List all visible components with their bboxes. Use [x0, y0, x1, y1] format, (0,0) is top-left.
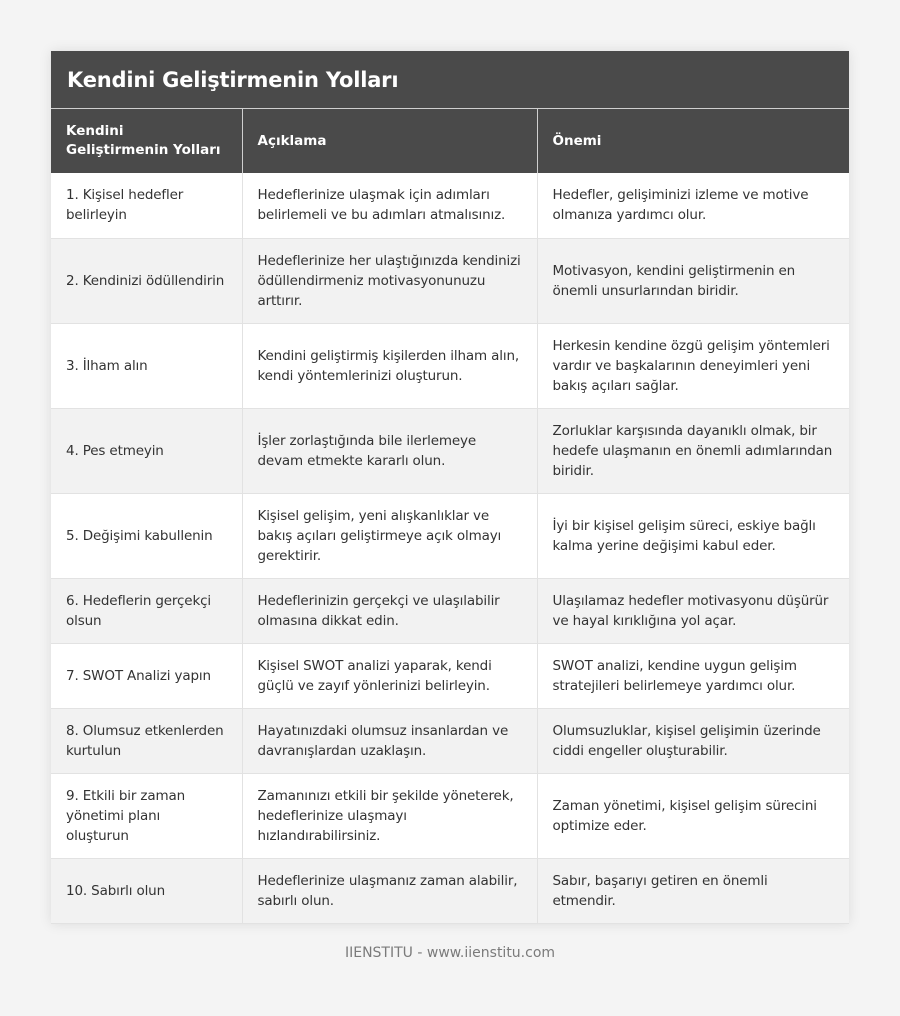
header-row — [51, 109, 849, 173]
table-row — [51, 408, 849, 493]
table-row — [51, 708, 849, 773]
cell-description: Kendini geliştirmiş kişilerden ilham alın, kendi yöntemlerinizi oluşturun. — [242, 323, 537, 408]
cell-way: 1. Kişisel hedefler belirleyin — [51, 173, 242, 238]
table-row — [51, 858, 849, 923]
cell-way: 8. Olumsuz etkenlerden kurtulun — [51, 708, 242, 773]
table-title: Kendini Geliştirmenin Yolları — [51, 51, 849, 109]
table-row — [51, 238, 849, 323]
table-row — [51, 323, 849, 408]
table-row — [51, 643, 849, 708]
cell-description: Hedeflerinize her ulaştığınızda kendinizi ödüllendirmeniz motivasyonunuzu arttırır. — [242, 238, 537, 323]
cell-importance: Herkesin kendine özgü gelişim yöntemleri vardır ve başkalarının deneyimleri yeni bakış açıları sağlar. — [537, 323, 849, 408]
cell-description: İşler zorlaştığında bile ilerlemeye devam etmekte kararlı olun. — [242, 408, 537, 493]
cell-importance: SWOT analizi, kendine uygun gelişim stratejileri belirlemeye yardımcı olur. — [537, 643, 849, 708]
cell-importance: Ulaşılamaz hedefler motivasyonu düşürür ve hayal kırıklığına yol açar. — [537, 578, 849, 643]
cell-importance: İyi bir kişisel gelişim süreci, eskiye bağlı kalma yerine değişimi kabul eder. — [537, 493, 849, 578]
cell-description: Kişisel gelişim, yeni alışkanlıklar ve bakış açıları geliştirmeye açık olmayı gerektirir. — [242, 493, 537, 578]
cell-importance: Olumsuzluklar, kişisel gelişimin üzerinde ciddi engeller oluşturabilir. — [537, 708, 849, 773]
header-importance: Önemi — [537, 109, 849, 173]
table-row — [51, 578, 849, 643]
cell-importance: Zaman yönetimi, kişisel gelişim sürecini optimize eder. — [537, 773, 849, 858]
cell-way: 10. Sabırlı olun — [51, 858, 242, 923]
cell-way: 4. Pes etmeyin — [51, 408, 242, 493]
cell-description: Zamanınızı etkili bir şekilde yöneterek, hedeflerinize ulaşmayı hızlandırabilirsiniz. — [242, 773, 537, 858]
cell-way: 5. Değişimi kabullenin — [51, 493, 242, 578]
cell-way: 3. İlham alın — [51, 323, 242, 408]
cell-description: Hedeflerinize ulaşmanız zaman alabilir, sabırlı olun. — [242, 858, 537, 923]
cell-way: 2. Kendinizi ödüllendirin — [51, 238, 242, 323]
cell-description: Hedeflerinize ulaşmak için adımları belirlemeli ve bu adımları atmalısınız. — [242, 173, 537, 238]
cell-way: 7. SWOT Analizi yapın — [51, 643, 242, 708]
header-description: Açıklama — [242, 109, 537, 173]
cell-description: Hayatınızdaki olumsuz insanlardan ve davranışlardan uzaklaşın. — [242, 708, 537, 773]
table-row — [51, 773, 849, 858]
cell-importance: Hedefler, gelişiminizi izleme ve motive olmanıza yardımcı olur. — [537, 173, 849, 238]
cell-importance: Zorluklar karşısında dayanıklı olmak, bir hedefe ulaşmanın en önemli adımlarından biridir. — [537, 408, 849, 493]
cell-way: 9. Etkili bir zaman yönetimi planı oluşturun — [51, 773, 242, 858]
data-table — [51, 109, 849, 924]
table-row — [51, 173, 849, 238]
cell-importance: Motivasyon, kendini geliştirmenin en önemli unsurlarından biridir. — [537, 238, 849, 323]
footer-credit: IIENSTITU - www.iienstitu.com — [344, 945, 556, 961]
table-row — [51, 493, 849, 578]
header-way: Kendini Geliştirmenin Yolları — [51, 109, 242, 173]
table-card — [51, 51, 849, 924]
cell-description: Kişisel SWOT analizi yaparak, kendi güçlü ve zayıf yönlerinizi belirleyin. — [242, 643, 537, 708]
cell-importance: Sabır, başarıyı getiren en önemli etmendir. — [537, 858, 849, 923]
cell-description: Hedeflerinizin gerçekçi ve ulaşılabilir olmasına dikkat edin. — [242, 578, 537, 643]
cell-way: 6. Hedeflerin gerçekçi olsun — [51, 578, 242, 643]
